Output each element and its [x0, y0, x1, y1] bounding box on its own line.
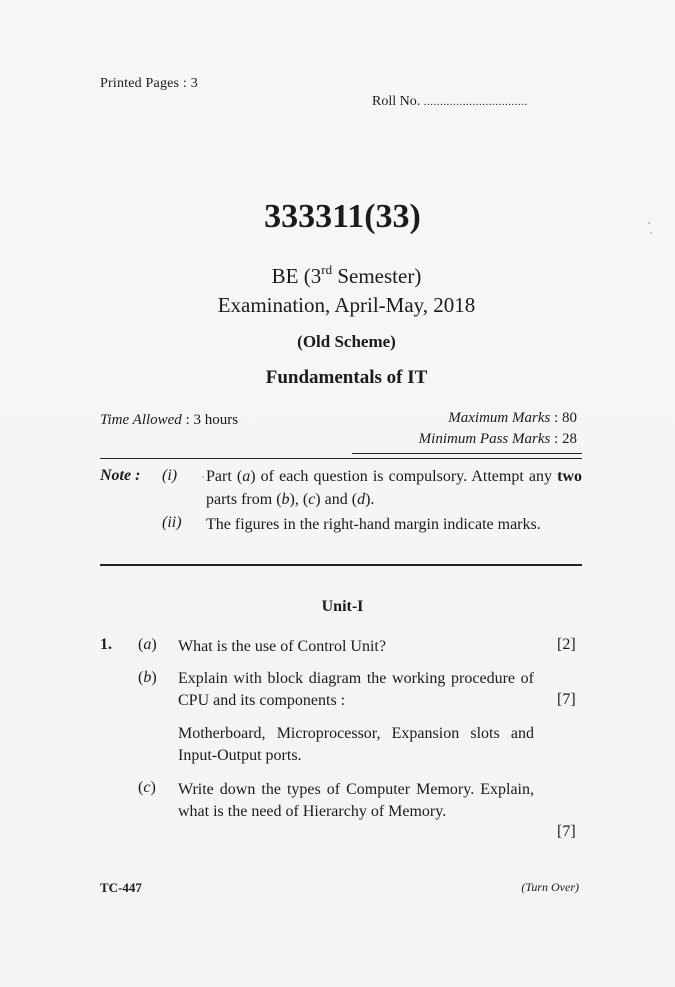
maximum-marks — [448, 410, 577, 427]
minimum-pass-marks — [419, 431, 577, 448]
part-label-close: ) — [151, 669, 157, 686]
part-letter: b — [143, 669, 152, 686]
question-part-subtext: Motherboard, Microprocessor, Expansion slots and Input-Output ports. — [178, 725, 534, 764]
scheme-label: (Old Scheme) — [297, 332, 396, 351]
course-suffix: Semester) — [332, 264, 422, 288]
course-prefix: BE (3 — [271, 264, 322, 288]
scan-speck — [202, 476, 204, 478]
paper-code: 333311(33) — [264, 198, 421, 235]
time-allowed — [100, 412, 238, 429]
question-part-text: What is the use of Control Unit? — [178, 638, 386, 655]
question-part-marks: [2] — [557, 636, 576, 653]
scan-speck — [648, 222, 650, 224]
question-part-label — [138, 669, 157, 687]
part-letter: a — [143, 636, 152, 653]
note-item-number: (i) — [162, 467, 178, 484]
question-part-text: Write down the types of Computer Memory. Explain, what is the need of Hierarchy of Memory. — [178, 781, 534, 820]
roll-no-field — [372, 94, 528, 110]
minimum-pass-marks-label: Minimum Pass Marks — [418, 431, 551, 447]
part-label-close: ) — [151, 636, 157, 653]
turn-over-label: (Turn Over) — [521, 880, 579, 894]
scan-speck — [650, 232, 652, 234]
footer-paper-code: TC-447 — [100, 880, 142, 895]
part-label-open: ( — [138, 636, 144, 653]
note-divider — [100, 564, 582, 566]
note-item-number: (ii) — [162, 514, 182, 531]
unit-heading: Unit-I — [321, 598, 364, 615]
maximum-marks-value: : 80 — [550, 410, 577, 426]
course-superscript: rd — [321, 262, 333, 277]
time-allowed-label: Time Allowed — [100, 412, 182, 428]
roll-no-dots: ................................ — [423, 96, 528, 108]
note-item-text: Part (a) of each question is compulsory. Attempt any two parts from (b), (c) and (d). — [206, 468, 582, 508]
part-label-open: ( — [138, 669, 144, 686]
subject-title: Fundamentals of IT — [265, 367, 428, 388]
roll-no-label: Roll No. — [372, 94, 421, 109]
course-title — [0, 262, 675, 289]
question-part-label — [138, 636, 157, 654]
printed-pages: Printed Pages : 3 — [100, 76, 198, 91]
part-label-close: ) — [150, 779, 156, 796]
part-letter: c — [143, 779, 151, 796]
maximum-marks-label: Maximum Marks — [448, 410, 551, 426]
note-item-text: The figures in the right-hand margin indicate marks. — [206, 516, 541, 533]
header-divider — [100, 458, 582, 459]
examination-session: Examination, April-May, 2018 — [217, 293, 476, 317]
question-part-text: Explain with block diagram the working procedure of CPU and its components : — [178, 670, 534, 709]
minimum-pass-marks-value: : 28 — [550, 431, 577, 447]
time-allowed-value: : 3 hours — [181, 412, 239, 428]
question-number: 1. — [100, 636, 112, 653]
part-label-open: ( — [138, 779, 144, 796]
marks-underline — [352, 453, 582, 454]
question-part-marks: [7] — [557, 691, 576, 708]
note-label: Note : — [100, 467, 141, 484]
question-part-marks: [7] — [557, 823, 576, 840]
question-part-label — [138, 779, 156, 797]
